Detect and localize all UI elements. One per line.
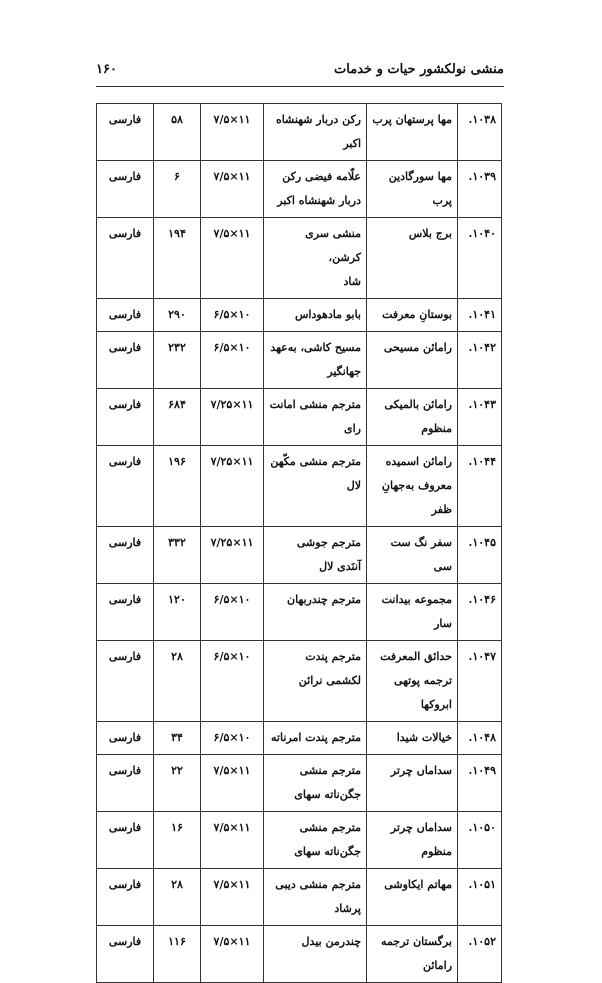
book-language: فارسی xyxy=(97,641,154,722)
book-size: ۱۰×۶/۵ xyxy=(201,641,264,722)
entry-number: ۱۰۴۴. xyxy=(458,446,502,527)
entry-number: ۱۰۵۱. xyxy=(458,869,502,926)
table-row xyxy=(97,755,502,812)
book-title-line: رامائن مسیحی xyxy=(383,341,452,354)
table-row xyxy=(97,299,502,332)
table-row xyxy=(97,332,502,389)
book-title-line: برج بلاس xyxy=(408,227,452,240)
entry-number: ۱۰۴۱. xyxy=(458,299,502,332)
table-row xyxy=(97,812,502,869)
book-title-line: سداماں چرتر xyxy=(390,821,452,834)
page-count: ۳۴ xyxy=(154,722,201,755)
book-title-line: معروف به‌جهانِ ظفر xyxy=(381,479,452,516)
book-title-line: برگستان ترجمه xyxy=(381,935,452,948)
book-title xyxy=(367,104,458,161)
book-author xyxy=(264,926,367,983)
book-size: ۱۱×۷/۵ xyxy=(201,104,264,161)
header-rule xyxy=(96,86,504,87)
book-author xyxy=(264,389,367,446)
book-language: فارسی xyxy=(97,332,154,389)
book-language: فارسی xyxy=(97,584,154,641)
book-size: ۱۱×۷/۵ xyxy=(201,161,264,218)
book-author-line: رای xyxy=(344,422,361,435)
book-author xyxy=(264,104,367,161)
book-author-line: دربار شهنشاه اکبر xyxy=(277,194,361,207)
book-author xyxy=(264,869,367,926)
book-author xyxy=(264,161,367,218)
book-author-line: مترجم پندت امرناته xyxy=(271,731,361,744)
book-language: فارسی xyxy=(97,722,154,755)
book-size: ۱۰×۶/۵ xyxy=(201,584,264,641)
book-language: فارسی xyxy=(97,812,154,869)
page-count: ۲۹۰ xyxy=(154,299,201,332)
page-count: ۱۱۶ xyxy=(154,926,201,983)
entry-number: ۱۰۴۷. xyxy=(458,641,502,722)
book-author-line: لال xyxy=(346,479,361,492)
page-header xyxy=(96,62,504,88)
book-size: ۱۰×۶/۵ xyxy=(201,722,264,755)
book-title-line: حدائق المعرفت xyxy=(380,650,452,663)
book-title xyxy=(367,869,458,926)
table-row xyxy=(97,527,502,584)
table-row xyxy=(97,389,502,446)
book-author-line: بابو مادهوداس xyxy=(295,308,361,321)
book-author-line: لکشمی نرائن xyxy=(298,674,361,687)
book-author xyxy=(264,446,367,527)
book-language: فارسی xyxy=(97,869,154,926)
table-row xyxy=(97,104,502,161)
page-count: ۵۸ xyxy=(154,104,201,161)
book-title xyxy=(367,332,458,389)
page-count: ۲۸ xyxy=(154,641,201,722)
page-count: ۱۲۰ xyxy=(154,584,201,641)
book-title xyxy=(367,218,458,299)
book-author-line: مترجم جوشی xyxy=(296,536,361,549)
book-size: ۱۱×۷/۵ xyxy=(201,218,264,299)
table-row xyxy=(97,584,502,641)
entry-number: ۱۰۴۰. xyxy=(458,218,502,299)
book-language: فارسی xyxy=(97,527,154,584)
book-author-line: مترجم پندت xyxy=(305,650,361,663)
book-author-line: جهانگیر xyxy=(327,365,361,378)
book-size: ۱۱×۷/۵ xyxy=(201,869,264,926)
book-author-line: جگن‌ناته سهای xyxy=(294,788,361,801)
book-author-line: علّامه فیضی رکن xyxy=(282,170,361,183)
book-title-line: منظوم xyxy=(421,422,452,435)
page-count: ۲۲ xyxy=(154,755,201,812)
book-author xyxy=(264,755,367,812)
book-author-line: مترجم منشی امانت xyxy=(269,398,361,411)
book-author xyxy=(264,584,367,641)
book-author-line: شاد xyxy=(343,275,361,288)
book-language: فارسی xyxy=(97,926,154,983)
entry-number: ۱۰۴۳. xyxy=(458,389,502,446)
entry-number: ۱۰۴۹. xyxy=(458,755,502,812)
book-title-line: ترجمه پوتهی ابروکها xyxy=(393,674,452,711)
book-title-line: سداماں چرتر xyxy=(390,764,452,777)
table-row xyxy=(97,218,502,299)
page-count: ۲۸ xyxy=(154,869,201,926)
entry-number: ۱۰۳۹. xyxy=(458,161,502,218)
book-author-line: مترجم منشی مکّهن xyxy=(270,455,361,468)
book-language: فارسی xyxy=(97,755,154,812)
book-title xyxy=(367,755,458,812)
book-author xyxy=(264,218,367,299)
catalog-table xyxy=(96,103,502,983)
book-title xyxy=(367,299,458,332)
book-title-line: بوستانِ معرفت xyxy=(382,308,452,321)
book-title xyxy=(367,722,458,755)
book-size: ۱۱×۷/۵ xyxy=(201,755,264,812)
book-language: فارسی xyxy=(97,446,154,527)
book-title xyxy=(367,446,458,527)
page-count: ۱۶ xyxy=(154,812,201,869)
entry-number: ۱۰۴۵. xyxy=(458,527,502,584)
book-author xyxy=(264,812,367,869)
book-language: فارسی xyxy=(97,104,154,161)
book-author-line: جگن‌ناته سهای xyxy=(294,845,361,858)
entry-number: ۱۰۴۲. xyxy=(458,332,502,389)
entry-number: ۱۰۳۸. xyxy=(458,104,502,161)
entry-number: ۱۰۴۸. xyxy=(458,722,502,755)
book-title-line: مهاتم ایکاوشی xyxy=(384,878,452,891)
book-title-line: سفر نگ ست سی xyxy=(390,536,452,573)
book-title-line: مها پرستهان پرب xyxy=(372,113,452,126)
book-language: فارسی xyxy=(97,161,154,218)
book-author-line: چندرمن بیدل xyxy=(301,935,361,948)
book-author-line: پرشاد xyxy=(334,902,361,915)
page-count: ۶ xyxy=(154,161,201,218)
book-title-line: مجموعه بیدانت سار xyxy=(381,593,452,630)
page-number: ۱۶۰ xyxy=(96,62,117,77)
book-title-line: رامائن اسمیده xyxy=(385,455,452,468)
page-count: ۱۹۴ xyxy=(154,218,201,299)
book-author xyxy=(264,722,367,755)
table-row xyxy=(97,161,502,218)
book-language: فارسی xyxy=(97,299,154,332)
book-title xyxy=(367,527,458,584)
book-title-line: مها سورگادین پرب xyxy=(388,170,452,207)
page-count: ۲۳۲ xyxy=(154,332,201,389)
book-title-line: خیالات شیدا xyxy=(396,731,452,744)
book-language: فارسی xyxy=(97,389,154,446)
table-row xyxy=(97,641,502,722)
table-row xyxy=(97,926,502,983)
book-size: ۱۰×۶/۵ xyxy=(201,299,264,332)
book-title-line: منظوم xyxy=(421,845,452,858)
book-size: ۱۱×۷/۲۵ xyxy=(201,446,264,527)
book-author-line: مسیح کاشی، به‌عهد xyxy=(270,341,361,354)
book-title xyxy=(367,389,458,446)
book-author-line: مترجم چندربهان xyxy=(287,593,361,606)
book-size: ۱۱×۷/۵ xyxy=(201,812,264,869)
book-title-line: رامائن بالمیکی xyxy=(384,398,452,411)
book-title xyxy=(367,641,458,722)
entry-number: ۱۰۵۲. xyxy=(458,926,502,983)
book-author-line: مترجم منشی xyxy=(299,764,361,777)
book-author-line: مترجم منشی xyxy=(299,821,361,834)
page-count: ۳۳۲ xyxy=(154,527,201,584)
book-size: ۱۰×۶/۵ xyxy=(201,332,264,389)
book-author xyxy=(264,332,367,389)
book-author-line: مترجم منشی دیبی xyxy=(275,878,361,891)
entry-number: ۱۰۴۶. xyxy=(458,584,502,641)
book-author-line: اکبر xyxy=(343,137,361,150)
entry-number: ۱۰۵۰. xyxy=(458,812,502,869)
book-author xyxy=(264,641,367,722)
table-row xyxy=(97,722,502,755)
table-row xyxy=(97,446,502,527)
book-author xyxy=(264,299,367,332)
book-title xyxy=(367,161,458,218)
book-size: ۱۱×۷/۲۵ xyxy=(201,527,264,584)
book-size: ۱۱×۷/۵ xyxy=(201,926,264,983)
book-size: ۱۱×۷/۲۵ xyxy=(201,389,264,446)
catalog-table-body xyxy=(97,104,502,983)
book-author xyxy=(264,527,367,584)
book-author-line: رکن دربار شهنشاه xyxy=(275,113,361,126)
table-row xyxy=(97,869,502,926)
book-title xyxy=(367,812,458,869)
book-title xyxy=(367,584,458,641)
running-title: منشی نولکشور حیات و خدمات xyxy=(334,62,504,77)
book-title-line: رامائن xyxy=(422,959,452,972)
book-title xyxy=(367,926,458,983)
page-count: ۱۹۶ xyxy=(154,446,201,527)
page-count: ۶۸۴ xyxy=(154,389,201,446)
book-author-line: منشی سری کرشن، xyxy=(305,227,361,264)
book-author-line: آننَدی لال xyxy=(319,560,361,573)
book-language: فارسی xyxy=(97,218,154,299)
